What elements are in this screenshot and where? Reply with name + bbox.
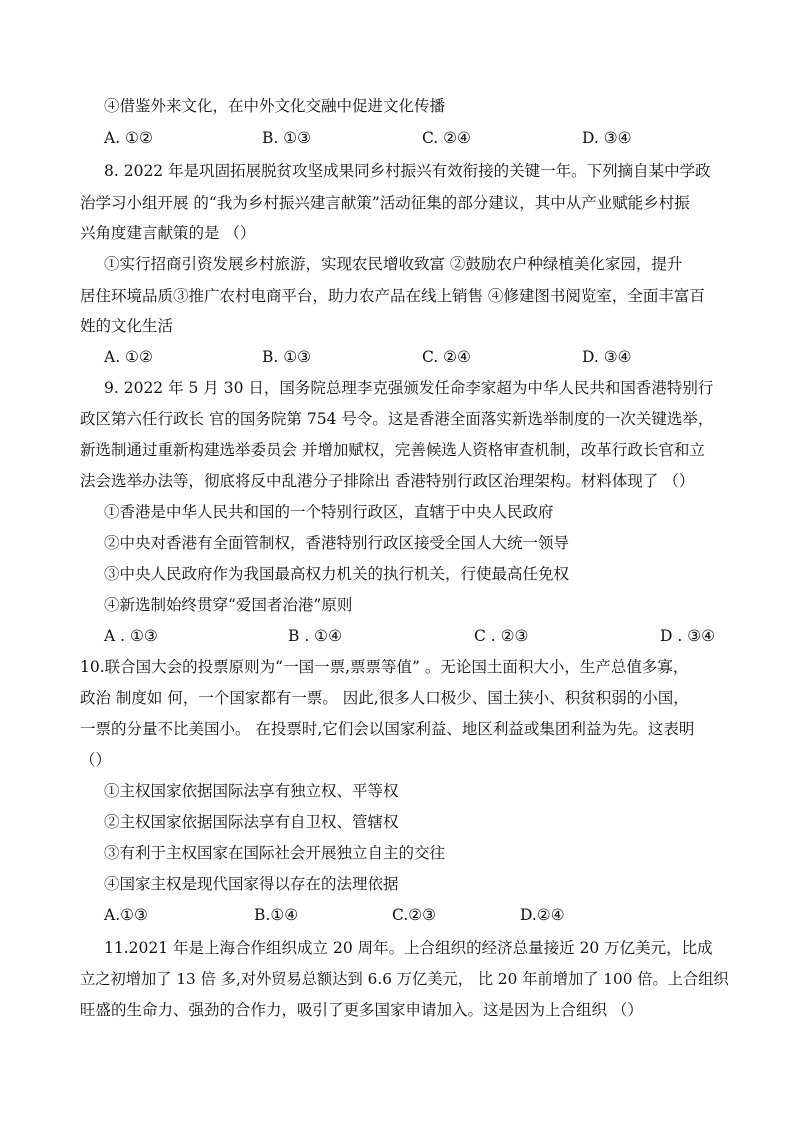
q9-stem-line-2: 政区第六任行政长 官的国务院第 754 号令。这是香港全面落实新选举制度的一次关键选举， [80,410,714,428]
q9-stem-line-1: 9. 2022 年 5 月 30 日，国务院总理李克强颁发任命李家超为中华人民共和国香港特别行 [104,379,714,397]
q9-option-d: D . ③④ [660,627,715,645]
q10-option-c: C.②③ [392,906,437,924]
q8-stem-line-1: 8. 2022 年是巩固拓展脱贫攻坚成果同乡村振兴有效衔接的关键一年。下列摘自某中学政 [104,162,711,180]
q8-items-line-3: 姓的文化生活 [80,317,174,335]
q9-stem-line-4: 法会选举办法等，彻底将反中乱港分子排除出 香港特别行政区治理架构。材料体现了 （） [80,472,695,490]
q8-option-d: D. ③④ [582,348,632,366]
q10-item-2: ②主权国家依据国际法享有自卫权、管辖权 [104,813,399,831]
q7-option-b: B. ①③ [262,129,312,147]
q10-item-4: ④国家主权是现代国家得以存在的法理依据 [104,875,399,893]
q9-options [104,625,724,647]
q10-stem-line-1: 10.联合国大会的投票原则为“一国一票,票票等值” 。无论国土面积大小，生产总值多寡， [80,658,689,676]
q10-option-a: A.①③ [104,906,148,924]
q8-stem-line-2: 治学习小组开展 的“我为乡村振兴建言献策”活动征集的部分建议，其中从产业赋能乡村振 [80,194,690,212]
q9-option-b: B . ①④ [288,627,342,645]
q10-stem-line-3: 一票的分量不比美国小。 在投票时,它们会以国家利益、地区利益或集团利益为先。这表明 [80,720,695,738]
q9-option-c: C . ②③ [474,627,529,645]
q8-option-b: B. ①③ [262,348,312,366]
q8-items-line-2: 居住环境品质③推广农村电商平台，助力农产品在线上销售 ④修建图书阅览室，全面丰富百 [80,287,705,305]
q10-item-1: ①主权国家依据国际法享有独立权、平等权 [104,782,399,800]
q10-item-3: ③有利于主权国家在国际社会开展独立自主的交往 [104,844,446,862]
q9-item-1: ①香港是中华人民共和国的一个特别行政区，直辖于中央人民政府 [104,503,554,521]
q7-option-c: C. ②④ [422,129,471,147]
q10-option-d: D.②④ [520,906,565,924]
q8-option-c: C. ②④ [422,348,471,366]
q7-options [104,127,664,149]
q9-option-a: A . ①③ [104,627,158,645]
q10-stem-line-4: （） [80,751,112,769]
q7-option-d: D. ③④ [582,129,632,147]
q9-item-3: ③中央人民政府作为我国最高权力机关的执行机关，行使最高任免权 [104,565,570,583]
q8-stem-line-3: 兴角度建言献策的是 （） [80,224,256,242]
q10-option-b: B.①④ [254,906,299,924]
q9-item-4: ④新选制始终贯穿“爱国者治港”原则 [104,596,353,614]
q10-options [104,904,584,926]
q11-stem-line-2: 立之初增加了 13 倍 多,对外贸易总额达到 6.6 万亿美元， 比 20 年前增加了 100 倍。上合组织 [80,970,729,988]
q8-options [104,346,664,368]
q10-stem-line-2: 政治 制度如 何，一个国家都有一票。 因此,很多人口极少、国土狭小、积贫积弱的小国， [80,689,689,707]
q9-item-2: ②中央对香港有全面管制权，香港特别行政区接受全国人大统一领导 [104,534,570,552]
q9-stem-line-3: 新选制通过重新构建选举委员会 并增加赋权，完善候选人资格审查机制，改革行政长官和立 [80,441,705,459]
q11-stem-line-3: 旺盛的生命力、强劲的合作力，吸引了更多国家申请加入。这是因为上合组织 （） [80,1001,643,1019]
q11-stem-line-1: 11.2021 年是上海合作组织成立 20 周年。上合组织的经济总量接近 20 万亿美元，比成 [104,939,713,957]
q7-item-4: ④借鉴外来文化，在中外文化交融中促进文化传播 [104,97,446,115]
q8-items-line-1: ①实行招商引资发展乡村旅游，实现农民增收致富 ②鼓励农户种绿植美化家园，提升 [104,255,683,273]
q8-option-a: A. ①② [104,348,153,366]
q7-option-a: A. ①② [104,129,153,147]
